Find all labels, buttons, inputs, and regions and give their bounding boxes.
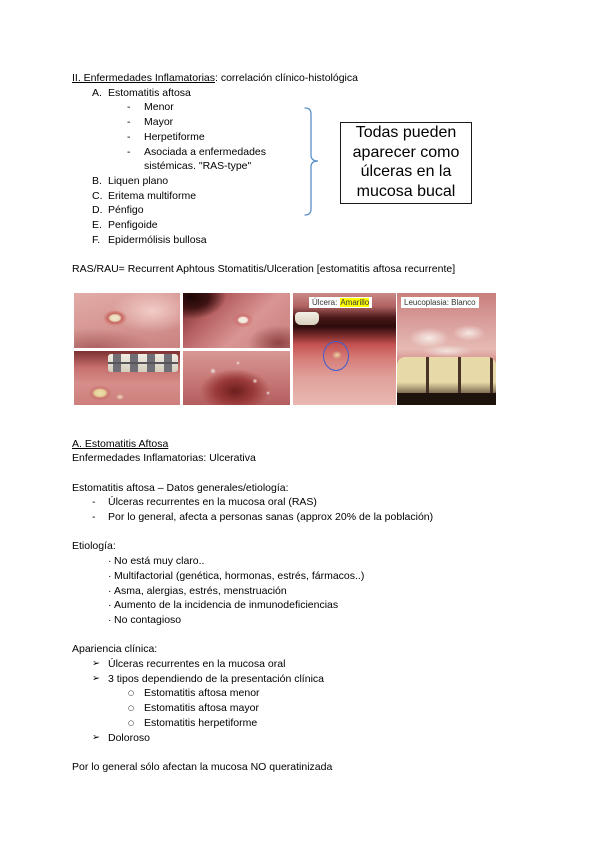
photo-cheek-ulcer: [183, 293, 290, 348]
list-item-text: No contagioso: [114, 613, 182, 626]
list-item: [72, 510, 433, 525]
dash-marker: -: [92, 496, 96, 509]
callout-line: aparecer como: [352, 143, 460, 161]
arrow-bullet-icon: ➢: [92, 672, 100, 684]
callout-line: mucosa bucal: [356, 182, 456, 200]
photo-ulcer-circled: [293, 293, 396, 405]
dash-marker: -: [92, 511, 96, 523]
dash-marker: -: [127, 130, 131, 143]
sub-list-item-text: Estomatitis aftosa mayor: [144, 702, 259, 715]
subtype-label: Herpetiforme: [144, 130, 205, 143]
ras-definition: RAS/RAU= Recurrent Aphtous Stomatitis/Ulceration [estomatitis aftosa recurrente]: [72, 263, 456, 276]
list-item-label: Eritema multiforme: [108, 189, 197, 202]
photo-oropharynx-ulcers: [183, 351, 290, 405]
circle-bullet-icon: ○: [128, 718, 135, 727]
highlight-circle: [323, 341, 349, 371]
spacer: [72, 466, 433, 481]
section-title-underlined: II. Enfermedades Inflamatorias: [72, 72, 215, 84]
list-item-label: Penfigoide: [108, 219, 158, 232]
list-marker: A.: [92, 86, 102, 99]
general-heading: Estomatitis aftosa – Datos generales/etiología:: [72, 481, 289, 494]
callout-line: Todas pueden: [355, 124, 457, 141]
circle-bullet-icon: ○: [128, 689, 135, 698]
sub-list-item: [72, 686, 433, 701]
dot-marker: ·: [108, 613, 112, 626]
spacer: [72, 247, 455, 262]
dash-marker: -: [127, 145, 131, 158]
dash-marker: -: [127, 116, 131, 129]
dot-marker: ·: [108, 555, 112, 568]
list-item-label: Estomatitis aftosa: [108, 86, 191, 99]
list-item-label: Pénfigo: [108, 204, 144, 217]
dot-marker: ·: [108, 599, 112, 612]
list-item-text: Doloroso: [108, 731, 151, 744]
arrow-bullet-icon: ➢: [92, 658, 100, 669]
list-item-text: Úlceras recurrentes en la mucosa oral (RAS): [108, 496, 317, 509]
list-item-text: Por lo general, afecta a personas sanas (approx 20% de la población): [108, 511, 434, 523]
callout-box: [340, 122, 472, 204]
list-marker: D.: [92, 204, 103, 217]
photo-label-ulcer: [309, 297, 372, 308]
subtype-item-menor: [72, 100, 455, 115]
list-item: [72, 613, 433, 628]
spacer: [72, 628, 433, 643]
arrow-bullet-icon: ➢: [92, 731, 100, 743]
list-item-text: No está muy claro..: [114, 555, 205, 568]
list-item: [72, 657, 433, 672]
etiology-heading: Etiología:: [72, 540, 116, 553]
dot-marker: ·: [108, 569, 112, 582]
photo-label-highlight: Amarillo: [340, 298, 370, 307]
dash-marker: -: [127, 101, 131, 114]
list-item: [72, 584, 433, 599]
circle-bullet-icon: ○: [128, 704, 135, 713]
clinical-photos: [74, 293, 496, 405]
list-item: [72, 731, 433, 746]
list-item-epidermolisis-bullosa: [72, 233, 455, 248]
list-item: [72, 554, 433, 569]
section-title: [72, 71, 455, 86]
list-marker: F.: [92, 233, 101, 246]
subtype-label: Asociada a enfermedades sistémicas. "RAS-type": [144, 145, 266, 173]
photo-lip-ulcer: [74, 293, 180, 348]
list-item-label: Liquen plano: [108, 174, 169, 187]
braces-shape: [108, 354, 178, 372]
sub-list-item: [72, 716, 433, 731]
spacer: [72, 745, 433, 760]
list-item-penfigo: [72, 203, 455, 218]
subtype-label: Menor: [144, 101, 174, 114]
list-item-penfigoide: [72, 218, 455, 233]
list-marker: E.: [92, 219, 102, 232]
section-a: [72, 437, 433, 775]
callout-line: úlceras en la: [360, 163, 452, 181]
dot-marker: ·: [108, 584, 112, 597]
list-item-text: Úlceras recurrentes en la mucosa oral: [108, 658, 286, 670]
subtype-label: Mayor: [144, 116, 174, 129]
photo-label-prefix: Úlcera:: [312, 298, 338, 307]
section-title-rest: : correlación clínico-histológica: [215, 72, 358, 84]
list-marker: C.: [92, 189, 103, 202]
closing-note: Por lo general sólo afectan la mucosa NO queratinizada: [72, 760, 333, 773]
list-item-text: Aumento de la incidencia de inmunodeficiencias: [114, 599, 339, 612]
sub-list-item-text: Estomatitis herpetiforme: [144, 716, 258, 729]
list-item-text: Asma, alergias, estrés, menstruación: [114, 584, 287, 597]
sub-list-item-text: Estomatitis aftosa menor: [144, 687, 260, 700]
mouth-shadow: [397, 393, 496, 405]
teeth-shape: [295, 312, 319, 325]
section-a-subtitle: Enfermedades Inflamatorias: Ulcerativa: [72, 452, 256, 465]
spacer: [72, 525, 433, 540]
list-item: [72, 672, 433, 687]
list-item: [72, 495, 433, 510]
section-a-title: A. Estomatitis Aftosa: [72, 437, 169, 450]
teeth-shape: [397, 357, 496, 393]
list-marker: B.: [92, 174, 102, 187]
list-item-text: Multifactorial (genética, hormonas, estrés, fármacos..): [114, 569, 365, 582]
list-item: [72, 569, 433, 584]
curly-bracket-icon: [300, 104, 324, 220]
photo-label-leucoplasia: Leucoplasia: Blanco: [401, 297, 479, 308]
clinical-heading: Apariencia clínica:: [72, 643, 158, 656]
sub-list-item: [72, 701, 433, 716]
photo-leucoplasia: [397, 293, 496, 405]
list-item-label: Epidermólisis bullosa: [108, 233, 207, 246]
photo-lip-ulcer-braces: [74, 351, 180, 405]
list-item-text: 3 tipos dependiendo de la presentación clínica: [108, 672, 324, 685]
list-item-estomatitis-aftosa: [72, 86, 455, 101]
list-item: [72, 598, 433, 613]
